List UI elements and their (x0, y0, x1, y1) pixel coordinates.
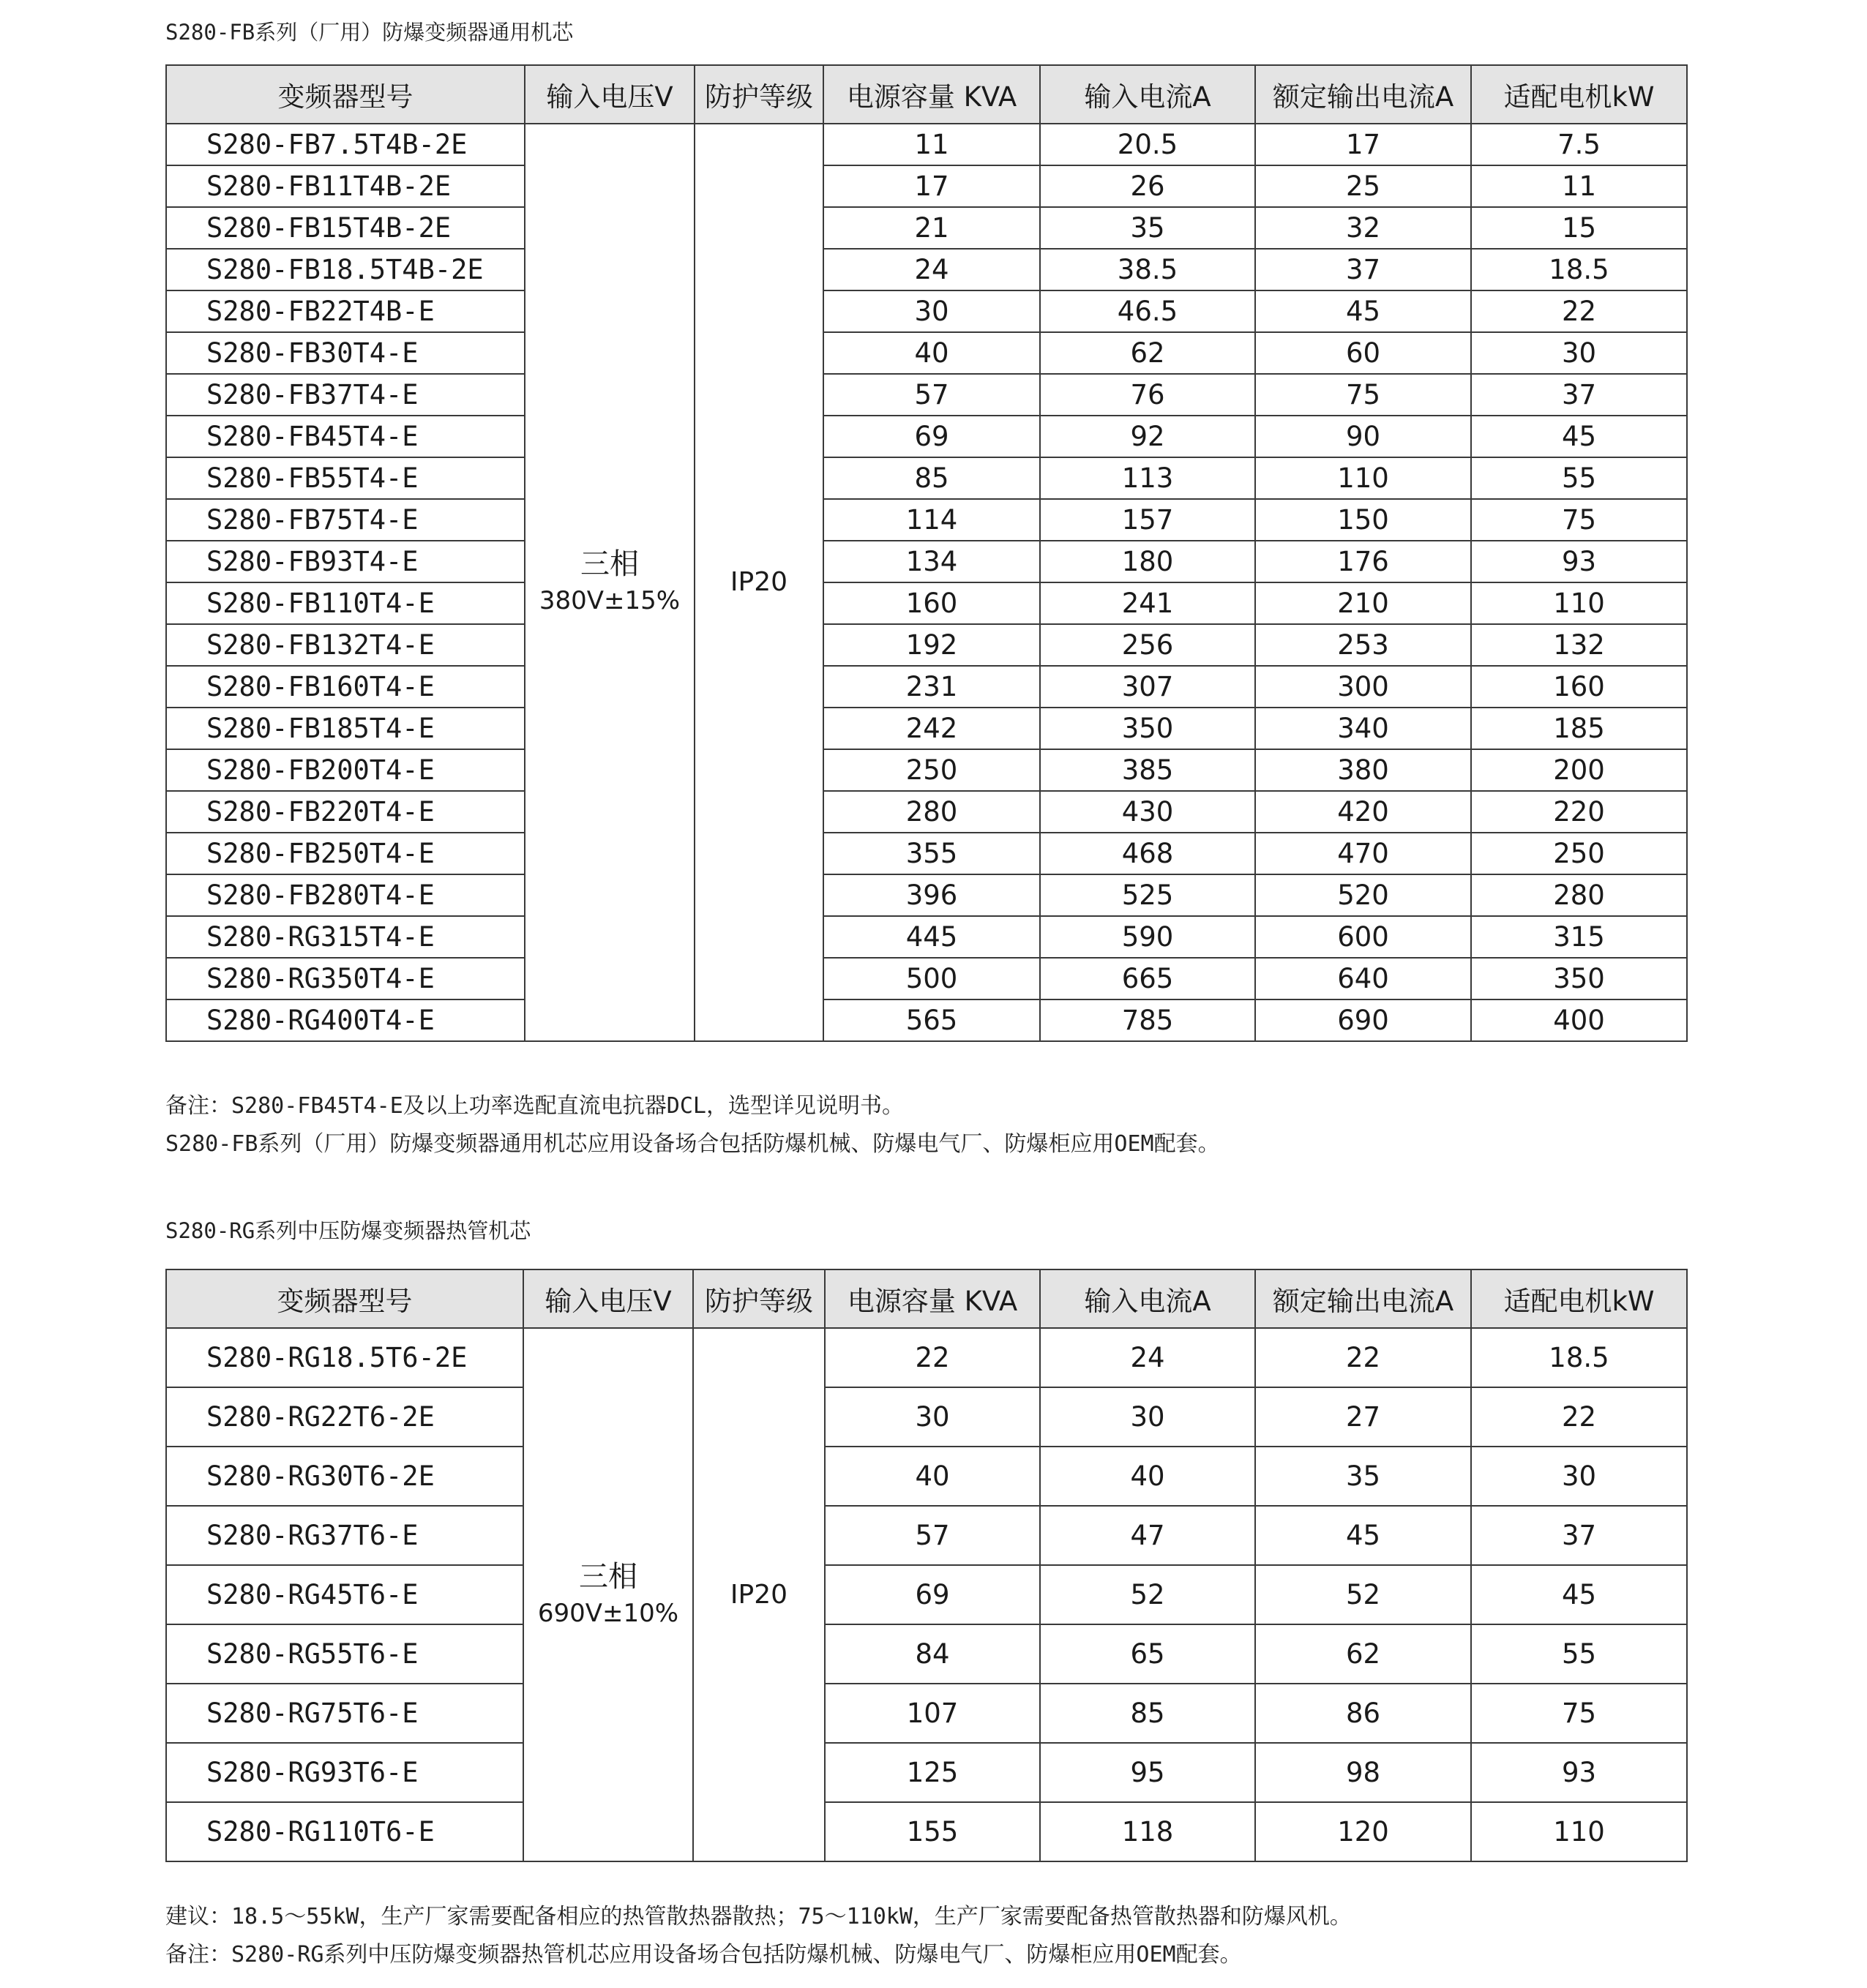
voltage-range-label: 690V±10% (537, 1598, 679, 1628)
input-current-cell: 256 (1040, 624, 1255, 666)
model-cell: S280-RG350T4-E (166, 958, 525, 999)
input-current-cell: 20.5 (1040, 124, 1255, 165)
capacity-cell: 500 (823, 958, 1040, 999)
motor-power-cell: 315 (1471, 916, 1687, 958)
model-cell: S280-FB37T4-E (166, 374, 525, 416)
header-input-current: 输入电流A (1040, 1269, 1255, 1328)
model-cell: S280-FB160T4-E (166, 666, 525, 708)
model-cell: S280-FB15T4B-2E (166, 207, 525, 249)
input-current-cell: 665 (1040, 958, 1255, 999)
input-current-cell: 38.5 (1040, 249, 1255, 290)
capacity-cell: 30 (823, 290, 1040, 332)
voltage-phase-label: 三相 (580, 547, 639, 581)
input-current-cell: 590 (1040, 916, 1255, 958)
table-row (166, 1328, 1687, 1387)
output-current-cell: 22 (1255, 1328, 1471, 1387)
output-current-cell: 35 (1255, 1447, 1471, 1506)
table1-note-2: S280-FB系列（厂用）防爆变频器通用机芯应用设备场合包括防爆机械、防爆电气厂、防爆柜应用OEM配套。 (165, 1131, 1220, 1157)
protection-rating-cell: IP20 (693, 1328, 825, 1861)
table-row (166, 416, 1687, 457)
capacity-cell: 21 (823, 207, 1040, 249)
table-header-row (166, 65, 1687, 124)
model-cell: S280-FB220T4-E (166, 791, 525, 833)
capacity-cell: 160 (823, 582, 1040, 624)
motor-power-cell: 185 (1471, 708, 1687, 749)
motor-power-cell: 110 (1471, 582, 1687, 624)
output-current-cell: 17 (1255, 124, 1471, 165)
input-voltage-cell (523, 1328, 693, 1861)
table-row (166, 541, 1687, 582)
capacity-cell: 107 (825, 1684, 1040, 1743)
capacity-cell: 11 (823, 124, 1040, 165)
output-current-cell: 98 (1255, 1743, 1471, 1802)
output-current-cell: 52 (1255, 1565, 1471, 1624)
capacity-cell: 85 (823, 457, 1040, 499)
model-cell: S280-RG110T6-E (166, 1802, 523, 1861)
model-cell: S280-RG55T6-E (166, 1624, 523, 1684)
input-current-cell: 76 (1040, 374, 1255, 416)
motor-power-cell: 110 (1471, 1802, 1687, 1861)
motor-power-cell: 45 (1471, 416, 1687, 457)
model-cell: S280-FB45T4-E (166, 416, 525, 457)
output-current-cell: 340 (1255, 708, 1471, 749)
capacity-cell: 17 (823, 165, 1040, 207)
input-current-cell: 30 (1040, 1387, 1255, 1447)
input-current-cell: 385 (1040, 749, 1255, 791)
motor-power-cell: 350 (1471, 958, 1687, 999)
voltage-phase-label: 三相 (579, 1559, 637, 1594)
table-row (166, 457, 1687, 499)
output-current-cell: 300 (1255, 666, 1471, 708)
input-current-cell: 46.5 (1040, 290, 1255, 332)
capacity-cell: 125 (825, 1743, 1040, 1802)
motor-power-cell: 37 (1471, 1506, 1687, 1565)
input-current-cell: 430 (1040, 791, 1255, 833)
motor-power-cell: 250 (1471, 833, 1687, 874)
capacity-cell: 24 (823, 249, 1040, 290)
input-current-cell: 85 (1040, 1684, 1255, 1743)
capacity-cell: 250 (823, 749, 1040, 791)
model-cell: S280-FB11T4B-2E (166, 165, 525, 207)
output-current-cell: 600 (1255, 916, 1471, 958)
output-current-cell: 45 (1255, 290, 1471, 332)
output-current-cell: 25 (1255, 165, 1471, 207)
motor-power-cell: 93 (1471, 541, 1687, 582)
motor-power-cell: 37 (1471, 374, 1687, 416)
model-cell: S280-RG75T6-E (166, 1684, 523, 1743)
motor-power-cell: 11 (1471, 165, 1687, 207)
output-current-cell: 253 (1255, 624, 1471, 666)
input-current-cell: 26 (1040, 165, 1255, 207)
motor-power-cell: 220 (1471, 791, 1687, 833)
motor-power-cell: 45 (1471, 1565, 1687, 1624)
table2-caption: S280-RG系列中压防爆变频器热管机芯 (165, 1218, 531, 1243)
table-row (166, 1684, 1687, 1743)
output-current-cell: 86 (1255, 1684, 1471, 1743)
table-row (166, 916, 1687, 958)
table-row (166, 749, 1687, 791)
input-current-cell: 180 (1040, 541, 1255, 582)
input-current-cell: 307 (1040, 666, 1255, 708)
motor-power-cell: 75 (1471, 1684, 1687, 1743)
table-row (166, 1506, 1687, 1565)
motor-power-cell: 280 (1471, 874, 1687, 916)
model-cell: S280-RG30T6-2E (166, 1447, 523, 1506)
capacity-cell: 84 (825, 1624, 1040, 1684)
table-row (166, 374, 1687, 416)
capacity-cell: 192 (823, 624, 1040, 666)
motor-power-cell: 30 (1471, 332, 1687, 374)
model-cell: S280-FB7.5T4B-2E (166, 124, 525, 165)
model-cell: S280-RG22T6-2E (166, 1387, 523, 1447)
capacity-cell: 40 (825, 1447, 1040, 1506)
motor-power-cell: 18.5 (1471, 249, 1687, 290)
output-current-cell: 120 (1255, 1802, 1471, 1861)
table1-note-1: 备注：S280-FB45T4-E及以上功率选配直流电抗器DCL，选型详见说明书。 (165, 1093, 904, 1119)
table-row (166, 1565, 1687, 1624)
model-cell: S280-FB110T4-E (166, 582, 525, 624)
header-voltage: 输入电压V (525, 65, 695, 124)
motor-power-cell: 75 (1471, 499, 1687, 541)
output-current-cell: 690 (1255, 999, 1471, 1041)
header-capacity: 电源容量 KVA (823, 65, 1040, 124)
output-current-cell: 380 (1255, 749, 1471, 791)
model-cell: S280-RG93T6-E (166, 1743, 523, 1802)
table-row (166, 124, 1687, 165)
rg-series-spec-table (165, 1269, 1688, 1862)
table-header-row (166, 1269, 1687, 1328)
input-current-cell: 40 (1040, 1447, 1255, 1506)
table-row (166, 708, 1687, 749)
input-current-cell: 525 (1040, 874, 1255, 916)
header-motor-power: 适配电机kW (1471, 1269, 1687, 1328)
motor-power-cell: 22 (1471, 1387, 1687, 1447)
model-cell: S280-RG45T6-E (166, 1565, 523, 1624)
table-row (166, 833, 1687, 874)
table1-caption: S280-FB系列（厂用）防爆变频器通用机芯 (165, 20, 574, 45)
motor-power-cell: 400 (1471, 999, 1687, 1041)
output-current-cell: 32 (1255, 207, 1471, 249)
input-current-cell: 350 (1040, 708, 1255, 749)
table-row (166, 332, 1687, 374)
model-cell: S280-FB18.5T4B-2E (166, 249, 525, 290)
output-current-cell: 45 (1255, 1506, 1471, 1565)
output-current-cell: 110 (1255, 457, 1471, 499)
input-current-cell: 95 (1040, 1743, 1255, 1802)
output-current-cell: 75 (1255, 374, 1471, 416)
capacity-cell: 280 (823, 791, 1040, 833)
model-cell: S280-FB93T4-E (166, 541, 525, 582)
header-model: 变频器型号 (166, 1269, 523, 1328)
output-current-cell: 62 (1255, 1624, 1471, 1684)
input-voltage-cell (525, 124, 695, 1041)
input-current-cell: 241 (1040, 582, 1255, 624)
output-current-cell: 520 (1255, 874, 1471, 916)
header-model: 变频器型号 (166, 65, 525, 124)
model-cell: S280-RG37T6-E (166, 1506, 523, 1565)
capacity-cell: 57 (823, 374, 1040, 416)
input-current-cell: 47 (1040, 1506, 1255, 1565)
table-row (166, 165, 1687, 207)
capacity-cell: 445 (823, 916, 1040, 958)
model-cell: S280-RG400T4-E (166, 999, 525, 1041)
capacity-cell: 69 (823, 416, 1040, 457)
table-row (166, 249, 1687, 290)
table-row (166, 1387, 1687, 1447)
output-current-cell: 470 (1255, 833, 1471, 874)
capacity-cell: 69 (825, 1565, 1040, 1624)
input-current-cell: 118 (1040, 1802, 1255, 1861)
input-current-cell: 52 (1040, 1565, 1255, 1624)
motor-power-cell: 160 (1471, 666, 1687, 708)
header-motor-power: 适配电机kW (1471, 65, 1687, 124)
motor-power-cell: 7.5 (1471, 124, 1687, 165)
capacity-cell: 57 (825, 1506, 1040, 1565)
capacity-cell: 396 (823, 874, 1040, 916)
motor-power-cell: 132 (1471, 624, 1687, 666)
motor-power-cell: 15 (1471, 207, 1687, 249)
capacity-cell: 22 (825, 1328, 1040, 1387)
capacity-cell: 30 (825, 1387, 1040, 1447)
capacity-cell: 231 (823, 666, 1040, 708)
protection-rating-cell: IP20 (695, 124, 823, 1041)
table2-note-1: 建议：18.5～55kW，生产厂家需要配备相应的热管散热器散热；75～110kW，生产厂家需要配备热管散热器和防爆风机。 (165, 1904, 1352, 1929)
table-row (166, 958, 1687, 999)
table-row (166, 207, 1687, 249)
motor-power-cell: 30 (1471, 1447, 1687, 1506)
fb-series-spec-table (165, 64, 1688, 1042)
table-row (166, 624, 1687, 666)
model-cell: S280-FB22T4B-E (166, 290, 525, 332)
table-row (166, 582, 1687, 624)
table-row (166, 1447, 1687, 1506)
output-current-cell: 640 (1255, 958, 1471, 999)
capacity-cell: 134 (823, 541, 1040, 582)
table-row (166, 791, 1687, 833)
output-current-cell: 27 (1255, 1387, 1471, 1447)
capacity-cell: 114 (823, 499, 1040, 541)
capacity-cell: 565 (823, 999, 1040, 1041)
output-current-cell: 420 (1255, 791, 1471, 833)
model-cell: S280-FB250T4-E (166, 833, 525, 874)
header-output-current: 额定输出电流A (1255, 1269, 1471, 1328)
output-current-cell: 176 (1255, 541, 1471, 582)
header-protection: 防护等级 (693, 1269, 825, 1328)
capacity-cell: 242 (823, 708, 1040, 749)
motor-power-cell: 55 (1471, 1624, 1687, 1684)
output-current-cell: 150 (1255, 499, 1471, 541)
header-capacity: 电源容量 KVA (825, 1269, 1040, 1328)
motor-power-cell: 18.5 (1471, 1328, 1687, 1387)
input-current-cell: 92 (1040, 416, 1255, 457)
model-cell: S280-FB30T4-E (166, 332, 525, 374)
motor-power-cell: 55 (1471, 457, 1687, 499)
capacity-cell: 355 (823, 833, 1040, 874)
output-current-cell: 210 (1255, 582, 1471, 624)
model-cell: S280-FB132T4-E (166, 624, 525, 666)
input-current-cell: 157 (1040, 499, 1255, 541)
output-current-cell: 37 (1255, 249, 1471, 290)
input-current-cell: 35 (1040, 207, 1255, 249)
model-cell: S280-FB185T4-E (166, 708, 525, 749)
table-row (166, 499, 1687, 541)
model-cell: S280-FB280T4-E (166, 874, 525, 916)
motor-power-cell: 93 (1471, 1743, 1687, 1802)
table-row (166, 666, 1687, 708)
header-voltage: 输入电压V (523, 1269, 693, 1328)
model-cell: S280-RG315T4-E (166, 916, 525, 958)
motor-power-cell: 200 (1471, 749, 1687, 791)
motor-power-cell: 22 (1471, 290, 1687, 332)
input-current-cell: 65 (1040, 1624, 1255, 1684)
table2-note-2: 备注：S280-RG系列中压防爆变频器热管机芯应用设备场合包括防爆机械、防爆电气厂、防爆柜应用OEM配套。 (165, 1942, 1242, 1968)
header-protection: 防护等级 (695, 65, 823, 124)
model-cell: S280-FB55T4-E (166, 457, 525, 499)
model-cell: S280-FB200T4-E (166, 749, 525, 791)
header-output-current: 额定输出电流A (1255, 65, 1471, 124)
output-current-cell: 90 (1255, 416, 1471, 457)
header-input-current: 输入电流A (1040, 65, 1255, 124)
input-current-cell: 113 (1040, 457, 1255, 499)
table-row (166, 1802, 1687, 1861)
table-row (166, 290, 1687, 332)
input-current-cell: 785 (1040, 999, 1255, 1041)
output-current-cell: 60 (1255, 332, 1471, 374)
capacity-cell: 40 (823, 332, 1040, 374)
input-current-cell: 24 (1040, 1328, 1255, 1387)
voltage-range-label: 380V±15% (539, 586, 681, 615)
table-row (166, 1743, 1687, 1802)
model-cell: S280-FB75T4-E (166, 499, 525, 541)
table-row (166, 999, 1687, 1041)
input-current-cell: 62 (1040, 332, 1255, 374)
capacity-cell: 155 (825, 1802, 1040, 1861)
input-current-cell: 468 (1040, 833, 1255, 874)
model-cell: S280-RG18.5T6-2E (166, 1328, 523, 1387)
table-row (166, 1624, 1687, 1684)
table-row (166, 874, 1687, 916)
